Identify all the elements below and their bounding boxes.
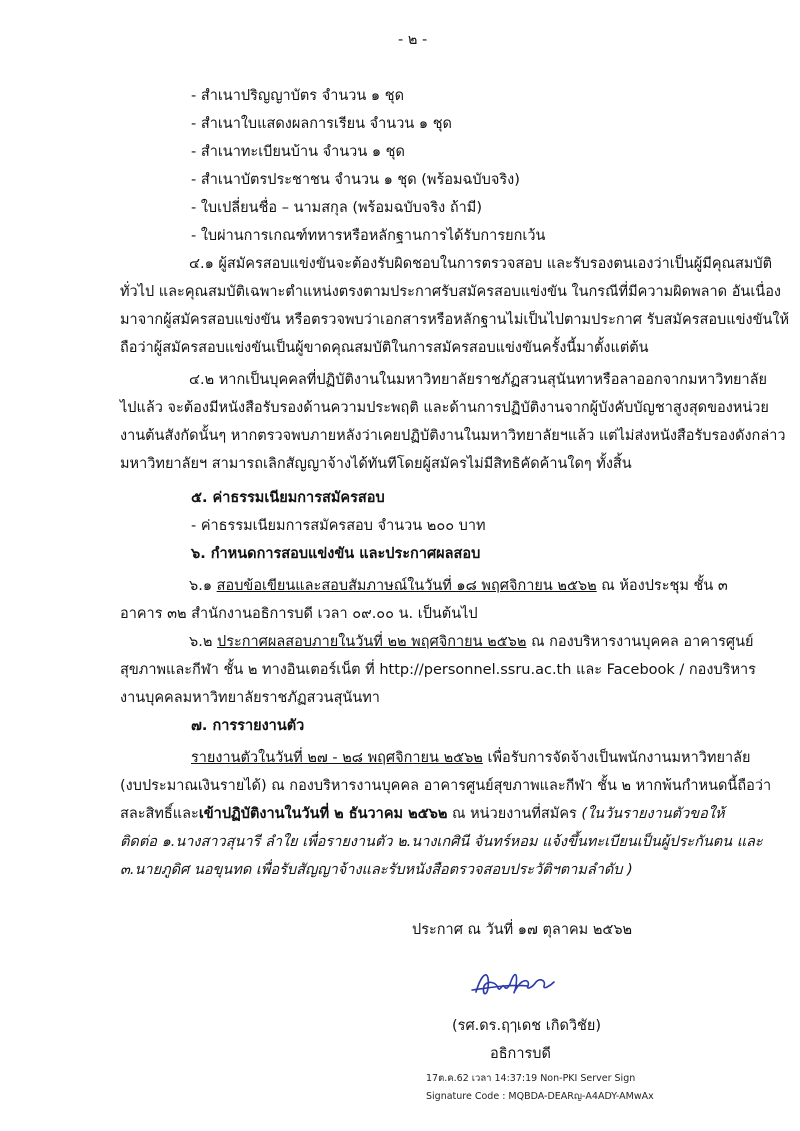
result-venue: ณ กองบริหารงานบุคคล อาคารศูนย์ [531,634,754,650]
page-number: - ๒ - [398,32,428,48]
paragraph-line: มาจากผู้สมัครสอบแข่งขัน หรือตรวจพบว่าเอกสารหรือหลักฐานไม่เป็นไปตามประกาศ รับสมัครสอบแข่งขันให้ [120,312,790,328]
signer-title: อธิการบดี [490,1046,551,1062]
result-line-2: สุขภาพและกีฬา ชั้น ๒ ทางอินเตอร์เน็ต ที่ http://personnel.ssru.ac.th และ Facebook / กองบริหาร [120,662,756,678]
section-6-heading: ๖. กำหนดการสอบแข่งขัน และประกาศผลสอบ [191,546,481,562]
report-line-3 [120,804,725,824]
paragraph-line: ถือว่าผู้สมัครสอบแข่งขันเป็นผู้ขาดคุณสมบัติในการสมัครสอบแข่งขันครั้งนี้มาตั้งแต่ต้น [120,340,649,356]
paragraph-line: ไปแล้ว จะต้องมีหนังสือรับรองด้านความประพฤติ และด้านการปฏิบัติงานจากผู้บังคับบัญชาสูงสุดของหน่วย [120,400,769,416]
sign-stamp: 17ต.ค.62 เวลา 14:37:19 Non-PKI Server Sign [426,1073,636,1084]
result-line-3: งานบุคคลมหาวิทยาลัยราชภัฏสวนสุนันทา [120,690,380,706]
report-line-1 [191,748,750,768]
report-unit: ณ หน่วยงานที่สมัคร [452,806,577,822]
exam-schedule-line-2: อาคาร ๓๒ สำนักงานอธิการบดี เวลา ๐๙.๐๐ น. เป็นต้นไป [120,606,478,622]
report-forfeit: สละสิทธิ์และ [120,806,199,822]
paragraph-line: งานต้นสังกัดนั้นๆ หากตรวจพบภายหลังว่าเคยปฏิบัติงานในมหาวิทยาลัยฯแล้ว แต่ไม่ส่งหนังสือรับรองดังกล่าว [120,428,786,444]
paragraph-line: ๔.๑ ผู้สมัครสอบแข่งขันจะต้องรับผิดชอบในการตรวจสอบ และรับรองตนเองว่าเป็นผู้มีคุณสมบัติ [189,256,773,272]
report-line-5: ๓.นายภูดิศ นอขุนทด เพื่อรับสัญญาจ้างและรับหนังสือตรวจสอบประวัติฯตามลำดับ ) [120,862,633,878]
list-item: - สำเนาทะเบียนบ้าน จำนวน ๑ ชุด [191,144,405,160]
list-item: - ใบผ่านการเกณฑ์ทหารหรือหลักฐานการได้รับการยกเว้น [191,228,546,244]
report-date: รายงานตัวในวันที่ ๒๗ - ๒๘ พฤศจิกายน ๒๕๖๒ [191,750,483,766]
result-line [189,632,754,652]
exam-schedule-line [189,576,728,596]
report-purpose: เพื่อรับการจัดจ้างเป็นพนักงานมหาวิทยาลัย [487,750,751,766]
result-date: ประกาศผลสอบภายในวันที่ ๒๒ พฤศจิกายน ๒๕๖๒ [216,634,527,650]
exam-prefix: ๖.๑ [189,578,213,594]
section-5-heading: ๕. ค่าธรรมเนียมการสมัครสอบ [191,490,385,506]
exam-venue: ณ ห้องประชุม ชั้น ๓ [601,578,728,594]
report-line-4: ติดต่อ ๑.นางสาวสุนารี ลำใย เพื่อรายงานตัว ๒.นางเกศินี จันทร์หอม แจ้งขึ้นทะเบียนเป็นผู้ประกันตน และ [120,834,763,850]
signature-image [468,962,578,1006]
paragraph-line: ทั่วไป และคุณสมบัติเฉพาะตำแหน่งตรงตามประกาศรับสมัครสอบแข่งขัน ในกรณีที่มีความผิดพลาด อันเนื่อง [120,284,781,300]
report-note-start: (ในวันรายงานตัวขอให้ [581,806,725,822]
paragraph-line: ๔.๒ หากเป็นบุคคลที่ปฏิบัติงานในมหาวิทยาลัยราชภัฏสวนสุนันทาหรือลาออกจากมหาวิทยาลัย [189,372,768,388]
fee-line: - ค่าธรรมเนียมการสมัครสอบ จำนวน ๒๐๐ บาท [191,518,486,534]
list-item: - ใบเปลี่ยนชื่อ – นามสกุล (พร้อมฉบับจริง ถ้ามี) [191,200,482,216]
announcement-date: ประกาศ ณ วันที่ ๑๗ ตุลาคม ๒๕๖๒ [412,922,633,938]
report-line-2: (งบประมาณเงินรายได้) ณ กองบริหารงานบุคคล อาคารศูนย์สุขภาพและกีฬา ชั้น ๒ หากพ้นกำหนดนี้ถือว่า [120,778,772,794]
list-item: - สำเนาปริญญาบัตร จำนวน ๑ ชุด [191,88,404,104]
signature-code: Signature Code : MQBDA-DEARญ-A4ADY-AMwAx [426,1091,654,1102]
start-work-date: เข้าปฏิบัติงานในวันที่ ๒ ธันวาคม ๒๕๖๒ [198,806,448,822]
result-prefix: ๖.๒ [189,634,213,650]
exam-date: สอบข้อเขียนและสอบสัมภาษณ์ในวันที่ ๑๘ พฤศจิกายน ๒๕๖๒ [216,578,597,594]
list-item: - สำเนาใบแสดงผลการเรียน จำนวน ๑ ชุด [191,116,452,132]
section-7-heading: ๗. การรายงานตัว [191,718,305,734]
list-item: - สำเนาบัตรประชาชน จำนวน ๑ ชุด (พร้อมฉบับจริง) [191,172,520,188]
signer-name: (รศ.ดร.ฤๅเดช เกิดวิชัย) [452,1018,602,1034]
paragraph-line: มหาวิทยาลัยฯ สามารถเลิกสัญญาจ้างได้ทันทีโดยผู้สมัครไม่มีสิทธิคัดค้านใดๆ ทั้งสิ้น [120,456,632,472]
